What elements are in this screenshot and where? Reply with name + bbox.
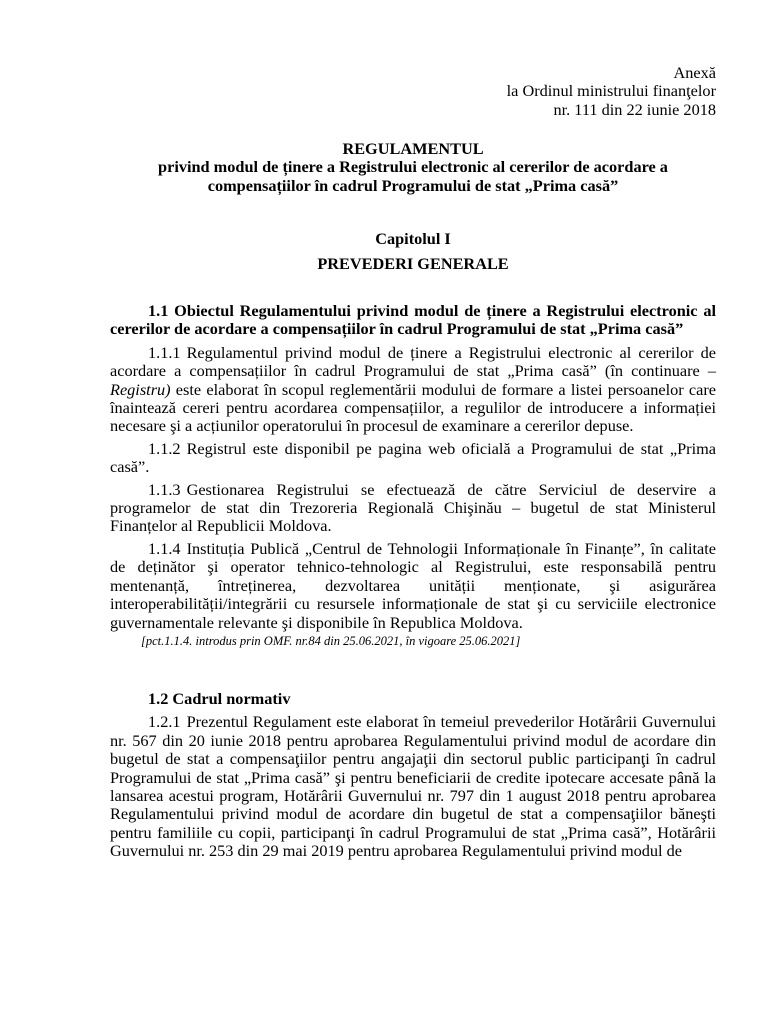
paragraph-number: 1.1.2 (148, 438, 181, 458)
paragraph-number: 1.2.1 (148, 712, 181, 732)
section-1-1-heading: 1.1 Obiectul Regulamentului privind modul de ținere a Registrului electronic al cererilor de acordare a compensațiilor în cadrul Programului de stat „Prima casă” (110, 301, 716, 339)
annex-order-reference: la Ordinul ministrului finanţelor (506, 81, 716, 101)
paragraph-1-2-1 (110, 713, 716, 860)
document-title (110, 140, 716, 195)
paragraph-text: este elaborat în scopul reglementării modului de formare a listei persoanelor care înaintează cereri pentru acordarea compensațiilor, a regulilor de introducere a informației necesare şi a acțiunilor operatorului în procesul de examinare a cererilor depuse. (110, 379, 716, 436)
paragraph-number: 1.1.4 (148, 538, 181, 558)
chapter-number: Capitolul I (375, 229, 451, 248)
annex-header (507, 64, 716, 119)
paragraph-text: Registrul este disponibil pe pagina web oficială a Programului de stat „Prima casă”. (110, 438, 716, 477)
paragraph-text: Instituția Publică „Centrul de Tehnologii Informaționale în Finanțe”, în calitate de deținător şi operator tehnico-tehnologic al Registrului, este responsabilă pentru mentenanță, întreținerea, dezvoltarea unității menționate, şi asigurărea interoperabilității/integrării cu resursele informaționale de stat şi cu serviciile electronice guvernamentale relevante şi disponibile în Republica Moldova. (110, 538, 716, 632)
chapter-heading (110, 230, 716, 274)
paragraph-emphasis: Registru) (110, 379, 171, 399)
paragraph-1-1-2 (110, 440, 716, 477)
paragraph-1-1-1 (110, 344, 716, 436)
paragraph-text: Gestionarea Registrului se efectuează de către Serviciul de deservire a programelor de stat din Trezoreria Regională Chişinău – bugetul de stat Ministerul Finanțelor al Republicii Moldova. (110, 479, 716, 536)
paragraph-1-1-3 (110, 481, 716, 536)
paragraph-1-1-4 (110, 540, 716, 632)
title-line-1: REGULAMENTUL (342, 139, 484, 158)
paragraph-number: 1.1.1 (148, 342, 181, 362)
amendment-note: [pct.1.1.4. introdus prin OMF. nr.84 din 25.06.2021, în vigoare 25.06.2021] (141, 633, 521, 648)
paragraph-number: 1.1.3 (148, 479, 181, 499)
annex-label: Anexă (673, 63, 716, 82)
paragraph-text: Prezentul Regulament este elaborat în temeiul prevederilor Hotărârii Guvernului nr. 567 din 20 iunie 2018 pentru aprobarea Regulamentului privind modul de acordare din bugetul de stat a compensaţiilor pentru angajaţii din sectorul public participanţi în cadrul Programului de stat „Prima casă” şi pentru beneficiarii de credite ipotecare accesate până la lansarea acestui program, Hotărârii Guvernului nr. 797 din 1 august 2018 pentru aprobarea Regulamentului privind modul de acordare din bugetul de stat a compensaţiilor băneşti pentru familiile cu copii, participanţi în cadrul Programului de stat „Prima casă”, Hotărârii Guvernului nr. 253 din 29 mai 2019 pentru aprobarea Regulamentului privind modul de (110, 712, 716, 861)
annex-order-number: nr. 111 din 22 iunie 2018 (553, 99, 716, 119)
title-line-3: compensațiilor în cadrul Programului de stat „Prima casă” (207, 175, 619, 195)
document-body (110, 302, 716, 861)
title-line-2: privind modul de ținere a Registrului electronic al cererilor de acordare a (158, 157, 668, 177)
section-1-2-heading: 1.2 Cadrul normativ (148, 688, 291, 708)
chapter-name: PREVEDERI GENERALE (317, 254, 509, 274)
paragraph-text: Regulamentul privind modul de ținere a Registrului electronic al cererilor de acordare a compensațiilor în cadrul Programului de stat „Prima casă” (în continuare – (110, 342, 716, 381)
